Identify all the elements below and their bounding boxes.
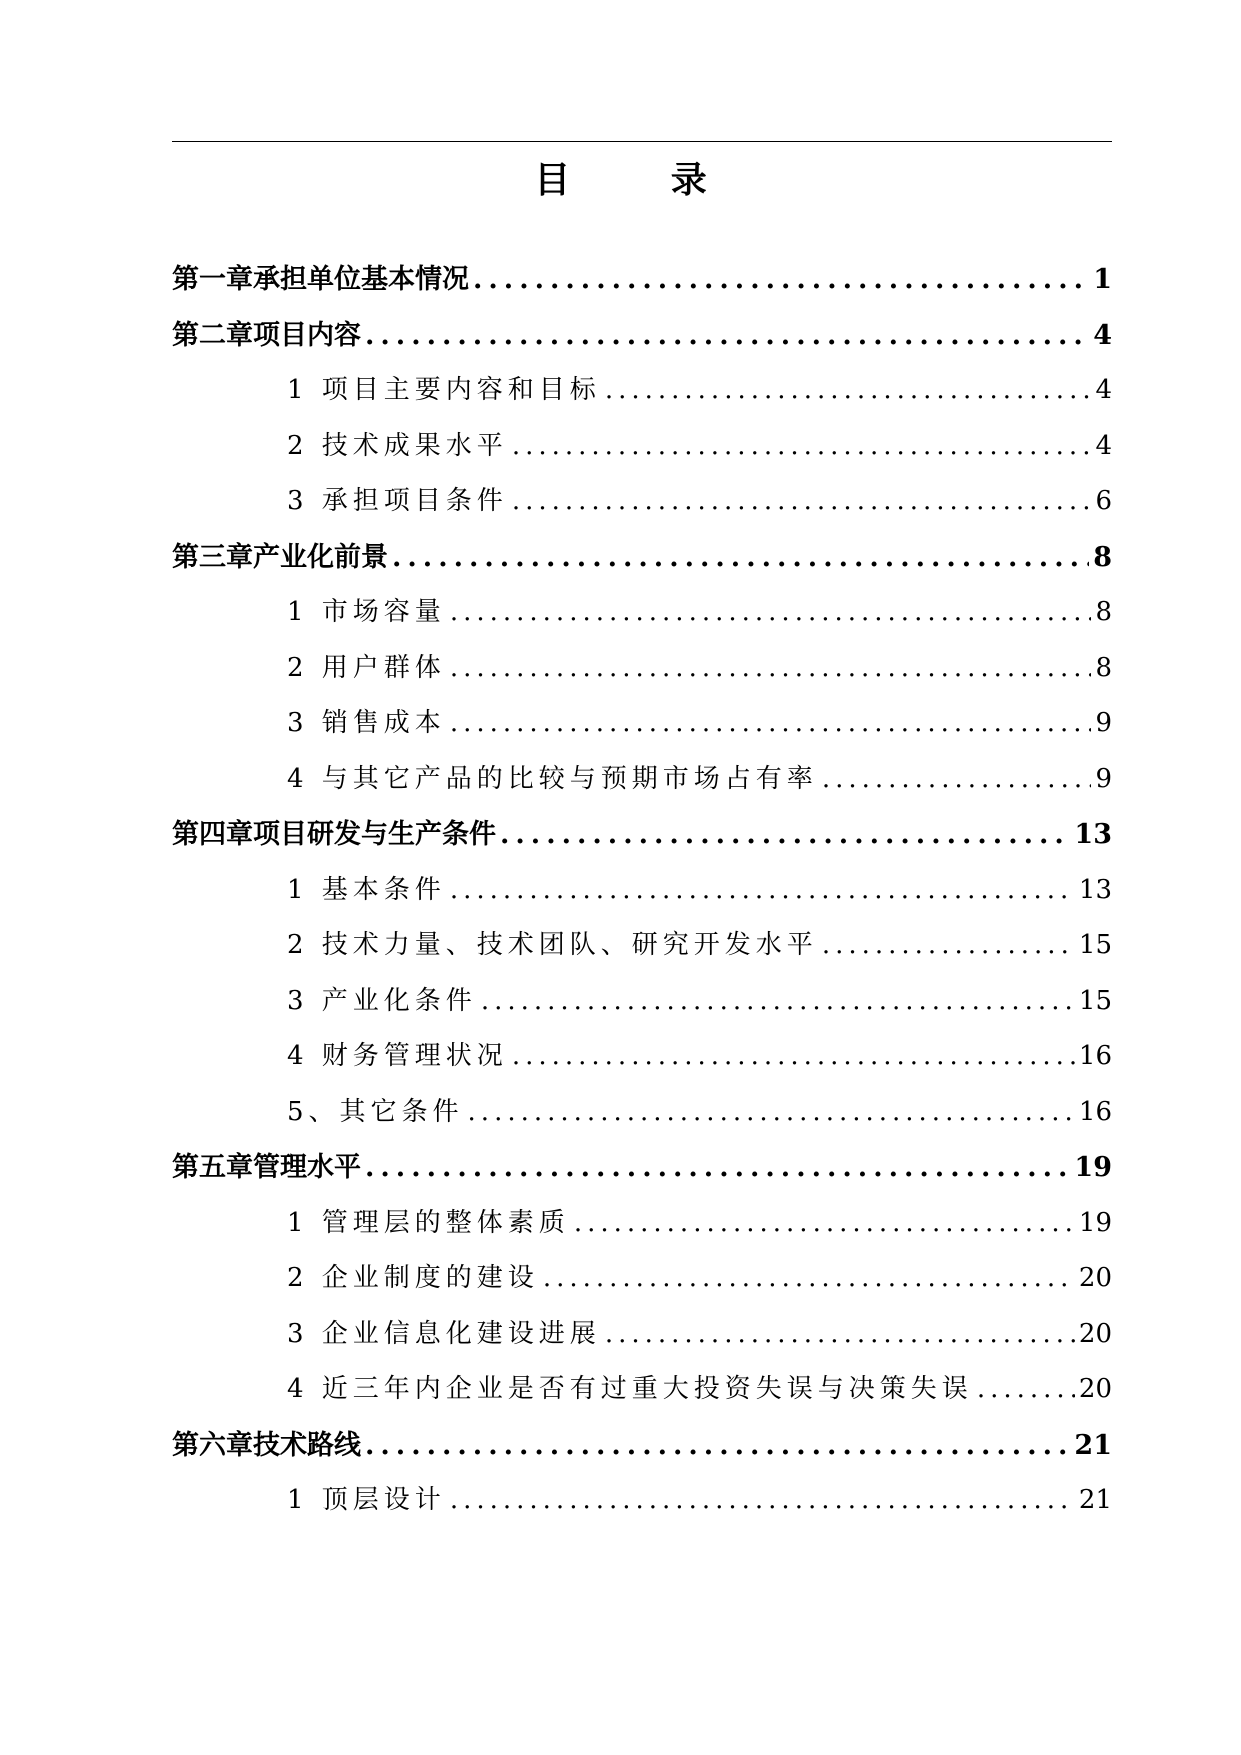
dot-leader <box>365 308 1089 364</box>
dot-leader <box>450 863 1075 919</box>
dot-leader <box>512 474 1092 530</box>
toc-section[interactable] <box>172 363 1112 419</box>
toc-section[interactable] <box>172 1473 1112 1529</box>
toc-chapter-1[interactable] <box>172 252 1112 308</box>
page-number: 8 <box>1095 597 1112 627</box>
page-number: 15 <box>1078 930 1112 960</box>
toc-chapter-2[interactable] <box>172 308 1112 364</box>
dot-leader <box>450 696 1092 752</box>
page-number: 20 <box>1078 1263 1112 1293</box>
toc-section[interactable] <box>172 974 1112 1030</box>
dot-leader <box>450 1473 1075 1529</box>
page-number: 4 <box>1093 319 1112 351</box>
section-title: 1 顶层设计 <box>287 1485 446 1515</box>
chapter-number: 第二章 <box>172 319 253 351</box>
toc-section[interactable] <box>172 1251 1112 1307</box>
page-number: 9 <box>1095 763 1112 794</box>
section-title: 1 基本条件 <box>287 874 446 905</box>
section-title: 1 管理层的整体素质 <box>287 1207 570 1238</box>
page-number: 8 <box>1093 541 1112 573</box>
toc-section[interactable] <box>172 641 1112 697</box>
page-number: 19 <box>1078 1207 1112 1238</box>
toc-chapter-4[interactable] <box>172 807 1112 863</box>
toc-chapter-6[interactable] <box>172 1418 1112 1474</box>
chapter-number: 第一章 <box>172 264 253 295</box>
dot-leader <box>500 807 1070 863</box>
dot-leader <box>574 1196 1075 1252</box>
dot-leader <box>977 1362 1075 1418</box>
dot-leader <box>450 585 1092 641</box>
dot-leader <box>605 1307 1075 1363</box>
toc-chapter-5[interactable] <box>172 1140 1112 1196</box>
section-title: 4 与其它产品的比较与预期市场占有率 <box>287 763 818 794</box>
dot-leader <box>473 252 1089 308</box>
toc-section[interactable] <box>172 585 1112 641</box>
dot-leader <box>365 1418 1070 1474</box>
section-title: 3 产业化条件 <box>287 985 477 1016</box>
page-number: 13 <box>1078 874 1112 905</box>
dot-leader <box>822 918 1075 974</box>
toc-section[interactable] <box>172 1362 1112 1418</box>
chapter-number: 第六章 <box>172 1429 253 1461</box>
page-number: 21 <box>1074 1429 1112 1461</box>
section-title: 2 技术成果水平 <box>287 430 508 461</box>
page-number: 13 <box>1074 819 1112 850</box>
page-number: 6 <box>1095 486 1112 516</box>
toc-section[interactable] <box>172 474 1112 530</box>
dot-leader <box>822 752 1092 808</box>
chapter-number: 第三章 <box>172 541 253 573</box>
header-rule <box>172 141 1112 142</box>
chapter-title: 管理水平 <box>253 1152 361 1183</box>
toc-section[interactable] <box>172 918 1112 974</box>
page-number: 1 <box>1093 264 1112 295</box>
section-title: 4 财务管理状况 <box>287 1041 508 1071</box>
chapter-title: 项目内容 <box>253 319 361 351</box>
toc-section[interactable] <box>172 863 1112 919</box>
section-title: 1 市场容量 <box>287 597 446 627</box>
section-title: 2 技术力量、技术团队、研究开发水平 <box>287 930 818 960</box>
section-title: 2 企业制度的建设 <box>287 1263 539 1293</box>
section-title: 2 用户群体 <box>287 652 446 683</box>
toc-section[interactable] <box>172 1085 1112 1141</box>
dot-leader <box>468 1085 1075 1141</box>
page-number: 4 <box>1095 430 1112 461</box>
page-number: 19 <box>1074 1152 1112 1183</box>
toc-section[interactable] <box>172 419 1112 475</box>
dot-leader <box>392 530 1089 586</box>
chapter-title: 承担单位基本情况 <box>253 264 469 295</box>
dot-leader <box>481 974 1075 1030</box>
dot-leader <box>543 1251 1075 1307</box>
toc-section[interactable] <box>172 1029 1112 1085</box>
page-number: 4 <box>1095 375 1112 405</box>
toc-section[interactable] <box>172 696 1112 752</box>
chapter-title: 项目研发与生产条件 <box>253 819 496 850</box>
chapter-title: 技术路线 <box>253 1429 361 1461</box>
chapter-number: 第四章 <box>172 819 253 850</box>
toc-section[interactable] <box>172 1307 1112 1363</box>
page-number: 16 <box>1078 1041 1112 1071</box>
dot-leader <box>365 1140 1070 1196</box>
page-number: 9 <box>1095 708 1112 738</box>
section-title: 3 企业信息化建设进展 <box>287 1318 601 1349</box>
page-number: 21 <box>1078 1485 1112 1515</box>
section-title: 4 近三年内企业是否有过重大投资失误与决策失误 <box>287 1374 973 1404</box>
section-title: 3 销售成本 <box>287 708 446 738</box>
toc-chapter-3[interactable] <box>172 530 1112 586</box>
page-number: 20 <box>1078 1374 1112 1404</box>
chapter-number: 第五章 <box>172 1152 253 1183</box>
dot-leader <box>512 1029 1075 1085</box>
page-number: 15 <box>1078 985 1112 1016</box>
chapter-title: 产业化前景 <box>253 541 388 573</box>
dot-leader <box>605 363 1092 419</box>
dot-leader <box>512 419 1092 475</box>
page-number: 16 <box>1078 1096 1112 1127</box>
section-title: 5、其它条件 <box>287 1096 464 1127</box>
page-number: 8 <box>1095 652 1112 683</box>
section-title: 3 承担项目条件 <box>287 486 508 516</box>
toc-list <box>172 252 1112 1529</box>
toc-title: 目 录 <box>534 159 751 201</box>
toc-section[interactable] <box>172 752 1112 808</box>
page-number: 20 <box>1078 1318 1112 1349</box>
dot-leader <box>450 641 1092 697</box>
section-title: 1 项目主要内容和目标 <box>287 375 601 405</box>
toc-section[interactable] <box>172 1196 1112 1252</box>
